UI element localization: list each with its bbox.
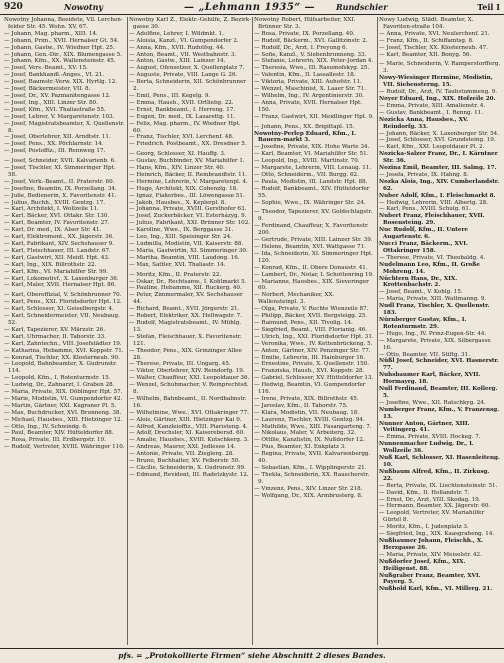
- directory-entry: — Paula, Modistin, III. Landstr. Hpt. 88.: [254, 178, 368, 185]
- directory-entry: Nowotny Robert, Hilfsarbeiter, XXI. Brünner Str. 3.: [254, 17, 356, 30]
- directory-entry: — Karl, Dr. med., IX. Alser Str. 41.: [4, 227, 102, 234]
- directory-entry: — Veronika, Wwe., IV. Kettenbrückeng. 5.: [254, 340, 373, 347]
- directory-entry: — Josef, Vers.-Beamt., XV. 15.: [4, 65, 88, 72]
- directory-entry: — Johanna, Private, XVIII. Gersthofer 63.: [129, 206, 247, 213]
- directory-entry: — Emil, Pens., III. Kegelg. 9.: [129, 92, 211, 99]
- directory-entry: — Amalie, Hausbes., XVIII. Kutschkerg. 3.: [129, 437, 249, 444]
- directory-entry: — Josef, Postoffiz., III. Rennweg 17.: [4, 148, 106, 155]
- directory-entry: — Karoline, Wwe., IX. Berggasse 31.: [129, 227, 234, 234]
- surname-heading-entry: Nußgraber Franz, Beamter, XVI. Payerg. 5.: [379, 572, 481, 586]
- directory-entry: — Josef, Zuckerbäcker, VI. Esterházyg. 9.: [129, 213, 247, 220]
- directory-entry: — Martin, Gärtner, XXI. Kagraner Pl. 5.: [4, 402, 117, 409]
- directory-entry: — Eugen, Dr. med., IX. Lazarettg. 11.: [129, 113, 236, 120]
- directory-entry: — Johann, Kfm., XX. Wallensteinstr. 45.: [4, 58, 116, 65]
- surname-heading-entry: Nußbaum Alfred, Kfm., II. Zirkusg. 22.: [379, 468, 490, 482]
- directory-entry: — Wenzel, Schuhmacher, V. Reinprechtsd. 8.: [129, 382, 249, 396]
- directory-entry: — Leopold, Bahnbeamter, X. Gudrunstr. 114.: [4, 361, 118, 375]
- surname-heading-entry: Nunnenmacher Ludwig, Dr., I. Wollzeile 36.: [379, 441, 474, 455]
- directory-entry: — Karl, Lokomotivf., X. Laxenburger 36.: [4, 275, 119, 282]
- directory-entry: — Leopold, Vertreter, XV. Mariahilfer Gürtel 8.: [379, 510, 485, 524]
- directory-entry: — Karl, Beamter, XII. Bonyg. 56.: [379, 51, 472, 58]
- directory-entry: — Josef, Beamt., V. Kohlg. 15.: [379, 289, 463, 296]
- directory-entry: — Gustav, Bankbeamt., I. Renng. 11.: [379, 109, 484, 116]
- surname-heading-entry: Numberger Franz, Kfm., V. Franzensg. 13.: [379, 406, 500, 420]
- directory-entry: — Siegfried, Beamt., VIII. Florianig. 46.: [254, 326, 367, 333]
- directory-entry: — Theresia, Wwe., III. Rasumofskyg. 25.: [254, 65, 370, 72]
- directory-entry: — Karl, Schlosser, XI. Geiselbergstr. 4.: [4, 306, 114, 313]
- directory-entry: — Julie, Bedienerin, X. Favoritenstr. 41.: [4, 192, 117, 199]
- directory-entry: — Karl, Kfm., XXI. Leopoldauer Pl. 2.: [379, 144, 485, 151]
- surname-heading-entry: Nozina Emil, Beamter, III. Salmg. 17.: [379, 165, 497, 172]
- directory-entry: — Therese, Private, VI. Theobaldg. 4.: [379, 254, 486, 261]
- directory-entry: — Berta, Schneiderin, XII. Schönbrunner 2.: [129, 79, 246, 93]
- directory-entry: — Gustav, Buchbinder, XV. Mariahilfer 1.: [129, 158, 245, 165]
- surname-heading-entry: Nowy-Wiesinger Hermine, Modistin, VII. Siebensterng. 15.: [379, 75, 493, 89]
- directory-entry: — Cäcilie, Schneiderin, X. Gudrunstr. 99.: [129, 465, 246, 471]
- directory-entry: — Raimund, Pens., XII. Tivolig. 14.: [254, 319, 353, 326]
- directory-entry: — Aloisia, Kanzl., VI. Gumpendorfer 2.: [129, 37, 239, 44]
- directory-entry: — Anna, Kfm., XVII. Rudolfsg. 44.: [129, 44, 225, 51]
- directory-entry: — Michael, Hausbes., XIII. Hietzinger 12.: [4, 416, 123, 423]
- directory-entry: — Rudolf, Dr., Arzt, IV. Taubstummeng. 9.: [379, 89, 498, 96]
- directory-entry: — Alois, Gärtner, XIII. Hietzinger Kai 9.: [129, 416, 242, 423]
- directory-entry: — Josefine, Private, XIX. Hohe Warte 34.: [254, 144, 370, 151]
- directory-entry: — Karl, Bäcker, XVI. Ottakr. Str. 130.: [4, 213, 110, 220]
- directory-entry: — Mathilde, Wwe., XIII. Fasangarteng. 7.: [254, 423, 372, 430]
- page-footer: pfs. = „Protokollierte Firmen“ siehe Abschnitt 2 dieses Bandes.: [0, 648, 504, 663]
- directory-entry: — Karl, Elektromont., XX. Jägerstr. 36.: [4, 234, 114, 241]
- directory-entry: — Margarete, Lehrerin, VIII. Lenaug. 11.: [254, 165, 372, 172]
- directory-entry: — Josef, Ing., XIII. Linzer Str. 80.: [4, 99, 98, 106]
- directory-entry: — Anton, Beamt., VII. Westbahnstr. 3.: [129, 51, 237, 58]
- directory-entry: — Hans, Kfm., XIV. Linzer Str. 40.: [129, 165, 225, 172]
- directory-entry: — Josef, Baumstr.-Verw. XIX. Hyrtlg. 12.: [4, 79, 118, 86]
- directory-entry: — Rudolf, Dr., Arzt, I. Freyung 6.: [254, 44, 348, 51]
- column-2: [129, 17, 251, 645]
- directory-entry: — Josef, Bankhandl.-Anges., VI. 21.: [4, 72, 105, 79]
- directory-entry: — Regina, Private, XVII. Kalvarienbergg. 40.: [254, 451, 371, 465]
- directory-entry: — Otto, Beamter, VII. Stiftg. 31.: [379, 351, 470, 358]
- surname-heading-entry: Null Ferdinand, Beamter, III. Kollerg. 5.: [379, 386, 498, 399]
- directory-entry: — Hugo, Architekt, XIX. Cobenzlg. 18.: [129, 185, 238, 192]
- directory-entry: — Johann, Gen.-Dir., XIX. Blumengasse 5.: [4, 51, 122, 58]
- directory-entry: — Max, Sattler, XVI. Thaliastr. 14.: [129, 261, 226, 268]
- directory-entry: — Johann, Bäcker, X. Laxenburger Str. 54.: [379, 130, 500, 137]
- directory-entry: — Wenzel, Maschinist, X. Laaer Str. 71.: [254, 86, 366, 93]
- directory-entry: — Viktor, Oberlehrer, XIV. Reindorfg. 19.: [129, 368, 245, 375]
- directory-entry: — Maria, Private, XIV. Meiselstr. 42.: [379, 551, 482, 558]
- directory-entry: — Ferdinand, Chauffeur, X. Favoritenstr. 200.: [254, 223, 369, 237]
- directory-entry: — Helene, Beamtin, XVI. Wattgasse 71.: [254, 244, 366, 250]
- directory-entry: — Max, Buchdrucker, XVI. Brunneng. 38.: [4, 409, 122, 416]
- directory-entry: — Anton, Gastw., XIII. Lainzer 14.: [129, 58, 226, 65]
- directory-entry: — Pauline, Hebamme, XII. Ruckerg. 40.: [129, 285, 242, 292]
- directory-entry: — Josef, Schneider, XVII. Kalvarienb. 6.: [4, 158, 117, 165]
- directory-entry: — Emma, Private, XIII. Amalienstr. 4.: [379, 102, 486, 109]
- directory-entry: — Karl, Maler, XVII. Hernalser Hpt. 86.: [4, 282, 117, 289]
- directory-entry: — Sophie, Wwe., IX. Währinger Str. 24.: [254, 199, 366, 206]
- surname-heading-entry: Nuber Adolf, Kfm., I. Fleischmarkt 8.: [379, 192, 496, 199]
- directory-entry: — Georg, Schlosser, XI. Hauffg. 3.: [129, 151, 226, 158]
- entry-columns: [0, 15, 504, 647]
- directory-entry: — Johann, Mag. pharm., XIII. 14.: [4, 30, 98, 37]
- directory-entry: — Josef, Dr., XV. Pazmanitengasse 12.: [4, 92, 111, 99]
- directory-entry: — Wilhelm, Bahnbeamt., II. Nordbahnstr. 16.: [129, 395, 247, 409]
- directory-entry: — Gabriel, Schlosser, XV. Hütteldorfer 13.: [254, 375, 374, 382]
- directory-entry: — Alfred, Kanzleioffiz., VIII. Piaristeng. 4.: [129, 423, 248, 430]
- page-number: 920: [4, 2, 23, 12]
- directory-entry: — Lambert, Dr., Notar, I. Schottenring 19.: [254, 271, 374, 278]
- directory-entry: — Wolfgang, Dr., XIX. Armbrusterg. 8.: [254, 492, 363, 499]
- directory-entry: — Johann, Gastw., IV. Wiedner Hpt. 25.: [4, 44, 115, 51]
- directory-entry: — Ida, Schneiderin, XI. Simmeringer Hpt. 120.: [254, 250, 374, 264]
- directory-entry: — Leopold, Ing., XVIII. Martinstr. 70.: [254, 158, 360, 165]
- running-head-left: Nowotny: [64, 2, 104, 12]
- directory-entry: — Josefa, Private, IX. Hahng. 8.: [379, 171, 469, 178]
- directory-entry: — Katharina, Hebamme, XVI. Koppstr. 71.: [4, 347, 124, 354]
- directory-entry: — Karl, Pens., XVIII. Schulg. 61.: [379, 206, 471, 213]
- directory-entry: — Ignaz, Fiakerbes., III. Löwengasse 51.: [129, 192, 245, 199]
- directory-entry: — Anton, Gärtner, XIV. Penzinger Str. 77.: [254, 347, 371, 354]
- surname-heading-entry: Nuhsbaumer Karl, Bäcker, XVII. Hormayrg. 18.: [379, 372, 481, 386]
- directory-entry: — Franz, Kfm., II. Schiffamtsg. 8.: [379, 37, 474, 44]
- directory-entry: — Jakob, Hausbes., X. Keplerpl. 8.: [129, 199, 227, 206]
- directory-entry: — Sofie, Kanzl., V. Siebenbrunneng. 33.: [254, 51, 367, 58]
- directory-entry: — Margarete, Private, XIX. Silbergasse 16.: [379, 337, 491, 351]
- directory-entry: — Julius, Buchh., XVIII. Gentzg. 17.: [4, 199, 106, 206]
- directory-entry: Nowy Ludwig, Städt. Beamter, X. Favoriten-straße 104.: [379, 17, 474, 30]
- directory-entry: — Karl, Kfm., VI. Mariahilfer Str. 99.: [4, 268, 109, 275]
- directory-entry: — Maria, Gastwirtin, XI. Simmeringer 30.: [129, 247, 248, 254]
- directory-entry: — Moritz, Kfm., I. Judenplatz 3.: [379, 524, 469, 531]
- surname-heading-entry: Nozicka Anna, Hausbes., XV. Reindorfg. 33.: [379, 116, 469, 130]
- directory-entry: — Franz, Gastwirt, XII. Meidlinger Hpt. 9.: [254, 113, 374, 120]
- directory-entry: — Hedwig, Lehrerin, VIII. Albertg. 28.: [379, 199, 488, 206]
- directory-title: — „Lehmann 1935“ —: [184, 2, 316, 13]
- directory-entry: — Rudolf, Bäckerm., XVI. Gallitzinstr. 2.: [254, 37, 368, 44]
- surname-heading-entry: Nucci Franz, Bäckerm., XVI. Ottakringer 158.: [379, 241, 468, 254]
- directory-entry: — Rosa, Private, IX. Porzellang. 40.: [254, 30, 355, 37]
- directory-entry: — Peter, Zimmermaler, XV. Sechshauser 44.: [129, 292, 243, 306]
- directory-entry: — Marie, Modistin, VI. Gumpendorfer 42.: [4, 395, 123, 402]
- directory-entry: — Auguste, Private, VIII. Lange G. 26.: [129, 72, 238, 79]
- directory-entry: — Karl, Beamter, IV. Favoritenstr. 27.: [4, 220, 110, 227]
- page-header: [0, 0, 504, 15]
- directory-entry: — Siegfried, Ing., XIX. Kaasgrabeng. 14.: [379, 531, 495, 538]
- directory-entry: — Josef, Pens., XX. Pöchlarnstr. 14.: [4, 141, 104, 148]
- directory-entry: — Wilhelm, Ing., IV. Argentinierstr. 30.: [254, 92, 364, 99]
- directory-entry: — Franziska, Haush., XVI. Koppstr. 28.: [254, 368, 365, 375]
- directory-entry: — Stefan, Fleischhauer, X. Favoritenstr. 121.: [129, 333, 242, 347]
- directory-entry: — Adolfine, Lehrer, I. Wildmkt. 1.: [129, 30, 224, 37]
- directory-entry: — Heinrich, Bäcker, II. Rembrandtstr. 11.: [129, 171, 248, 178]
- directory-entry: — Johann, Pens., XX. Brigittapl. 15.: [254, 123, 355, 130]
- directory-entry: — Richard, Beamt., XVII. Jörgerstr. 21.: [129, 306, 240, 313]
- directory-entry: — Otto, Schneiderm., VII. Burgg. 62.: [254, 171, 359, 178]
- directory-entry: — Felix, Mag. pharm., IV. Wiedner Hpt. 60.: [129, 120, 241, 134]
- directory-entry: — Irene, Private, XIX. Billrothstr. 45.: [254, 395, 359, 402]
- directory-entry: — Josef, Verk.-Beamt., II. Praterstr. 60.: [4, 178, 115, 185]
- directory-entry: — Theodor, Pens., XIX. Grinzinger Allee 28.: [129, 347, 242, 361]
- directory-entry: — Hugo, Ing., IV. Prinz-Eugen-Str. 44.: [379, 330, 487, 337]
- directory-entry: — Rudolf, Magistratsbeamt., IV. Mühlg. 13.: [129, 319, 242, 333]
- directory-entry: — Vinzenz, Pens., XIV. Linzer Str. 218.: [254, 485, 363, 492]
- column-4: [379, 17, 501, 645]
- directory-entry: — Ernst, Bankbeamt., I. Herreng. 17.: [129, 106, 236, 113]
- surname-heading-entry: Nußbaumer Johann, Fleischh., X. Herzgasse 26.: [379, 537, 484, 551]
- directory-entry: — Karl, Pens., XXI. Floridsdorfer Hpt. 12.: [4, 299, 122, 306]
- surname-heading-entry: Nubert Franz, Fleischhauer, XVII. Rosensteing. 29.: [379, 213, 485, 227]
- directory-entry: — Gertrude, Private, XIII. Lainzer Str. 39.: [254, 237, 373, 244]
- directory-entry: — Paul, Beamter, XIV. Hütteldorfer 88.: [4, 430, 114, 437]
- directory-entry: — Karl, Uhrmacher, II. Taborstr. 33.: [4, 333, 107, 340]
- directory-entry: — Leopold, Kfm., I. Rotenturmstr. 15.: [4, 375, 111, 382]
- column-divider: [252, 17, 253, 645]
- directory-entry: — Thekla, Schneiderin, XX. Rauscherstr. 9.: [254, 471, 370, 485]
- directory-entry: — Stefanie, Lehrerin, XIX. Peter-Jordan 4.: [254, 58, 374, 65]
- directory-entry: — Emma, Haush., XVII. Ortliebg. 22.: [129, 99, 234, 106]
- directory-entry: — Josef, Tischler, XX. Klosterneub. 47.: [379, 44, 488, 51]
- directory-entry: — Leo, Ing., XIII. Speisinger Str. 24.: [129, 234, 232, 241]
- surname-heading-entry: Nuß Karl, Schlosser, XI. Hasenleiteng. 10.: [379, 455, 500, 468]
- directory-entry: — Josef, Magistratsbeamter, X. Quellenstr. 8.: [4, 120, 125, 134]
- part-label: Teil I: [477, 2, 500, 12]
- surname-heading-entry: Nozicka-Salzer Franz, Dr., I. Kärntner Str. 36.: [379, 151, 498, 165]
- surname-heading-entry: Nunner Anton, Gärtner, XIII. Veitingerg. 41.: [379, 420, 470, 434]
- directory-entry: — Karl, Tapezierer, XV. Märzstr. 26.: [4, 326, 105, 333]
- directory-entry: — Ulrich, Ing., XXI. Floridsdorfer Hpt. 31.: [254, 333, 374, 340]
- directory-entry: — Oskar, Dr., Rechtsanw., I. Kohlmarkt 5.: [129, 278, 247, 285]
- directory-entry: — Karl, Architekt, I. Wollzeile 11.: [4, 206, 99, 213]
- directory-entry: Nowotny Johanna, Beeidete, Vll. Lerchen-felder Str. 45. Wohn. XV, 67.: [4, 17, 123, 30]
- directory-entry: — Robert, Elektriker, XX. Hellwagstr. 7.: [129, 313, 242, 320]
- surname-heading-entry: Nürnberger Gustav, Kfm., I. Rotenturmstr. 29.: [379, 316, 467, 330]
- directory-entry: — Karl, Schneidermeister, VII. Neubaug. 52.: [4, 313, 120, 326]
- directory-entry: — Pius, Beamter, XI. Enkplatz 3.: [254, 444, 347, 451]
- directory-entry: — Emma, Private, XVIII. Hockeg. 7.: [379, 434, 481, 441]
- directory-entry: — Klara, Modistin, VII. Neubaug. 18.: [254, 409, 360, 416]
- surname-heading-entry: Nußhold Karl, Kfm., VI. Millerg. 21.: [379, 586, 493, 593]
- directory-entry: — Josef, Tischler, XI. Simmeringer Hpt. 58.: [4, 165, 116, 178]
- directory-entry: — Norbert, Mechaniker, XX. Wallensteinpl. 3.: [254, 292, 335, 306]
- directory-entry: — Konrad, Kfm., II. Obere Donaustr. 41.: [254, 264, 368, 271]
- directory-entry: — Adolf, Drechsler, XI. Kaiserebersd. 60.: [129, 430, 246, 437]
- directory-entry: — Antonie, Private, VII. Zieglerg. 28.: [129, 451, 235, 458]
- directory-entry: — Hermann, Beamter, XX. Jägerstr. 60.: [379, 503, 491, 510]
- directory-entry: — Moritz, Kfm., II. Praterstr. 22.: [129, 271, 222, 278]
- directory-entry: — Sebastian, Kfm., I. Wipplingerstr. 21.: [254, 465, 367, 471]
- directory-entry: — Karl, Fabrikant, XIV. Sechshauser 9.: [4, 241, 114, 247]
- directory-entry: — Ludmilla, Modistin, VII. Kaiserstr. 88.: [129, 241, 244, 247]
- directory-entry: — Bruno, Buchhalter, XV. Felberstr. 50.: [129, 458, 241, 465]
- directory-entry: — Karl, Fleischhauer, III. Landstr. 67.: [4, 247, 111, 254]
- directory-entry: — Josefine, Beamtin, IX. Porzellang. 34.: [4, 185, 117, 192]
- surname-heading-entry: Nüchtern Hans, Dr., XIX. Krottenbachstr. 2.: [379, 275, 458, 289]
- directory-entry: — August, Ofensetzer, X. Quellenplatz 7.: [129, 65, 245, 72]
- directory-entry: — Emilie, Lehrerin, III. Hainburger 16.: [254, 354, 366, 361]
- directory-entry: — Rudolf, Vertreter, XVIII. Währinger 110.: [4, 444, 125, 451]
- surname-heading-entry: Nuc Rudolf, Kfm., II. Untere Augartenstr. 6.: [379, 227, 468, 241]
- directory-entry: — Viktoria, Private, XIII. Auhofstr. 11.: [254, 79, 362, 86]
- surname-heading-entry: Nüßl Josef, Schneider, XVI. Hasnerstr. 77.: [379, 358, 499, 372]
- directory-entry: — Marianne, Hausbes., XIX. Sieveringer 60.: [254, 278, 369, 292]
- column-1: [4, 17, 126, 645]
- directory-entry: — Otto, Ing., IV. Schwindg. 6.: [4, 423, 88, 430]
- directory-entry: — Hermine, Lehrerin, V. Margaretenpl. 4.: [129, 178, 248, 185]
- directory-entry: — Maria, Private, XIII. Wattmanng. 9.: [379, 296, 487, 303]
- directory-entry: — Hedwig, Beamtin, VI. Gumpendorfer 116.: [254, 382, 366, 396]
- directory-entry: — Johann, Prim., XVII. Hernalser Gt. 54.: [4, 37, 119, 44]
- directory-entry: — Rosa, Private, III. Erdbergstr. 19.: [4, 437, 106, 444]
- surname-heading-entry: Nudl Franz, Tischler, X. Quellenstr. 183.: [379, 303, 490, 317]
- directory-entry: — Anna, Private, XVI. Neulerchenf. 21.: [379, 30, 490, 37]
- directory-entry: — Martha, Beamtin, VIII. Laudong. 16.: [129, 254, 240, 261]
- column-divider: [127, 17, 128, 645]
- directory-entry: — Laurenz, Tischler, XVIII. Gentzg. 94.: [254, 416, 365, 423]
- directory-entry: — Ludwig, Dr., Zahnarzt, I. Graben 28.: [4, 382, 115, 389]
- directory-entry: — Jaroslav, Kfm., II. Taborstr. 75.: [254, 402, 348, 409]
- directory-entry: — Theodor, Tapezierer, XV. Goldschlagstr. 9.: [254, 209, 373, 223]
- running-head-right: Rundschier: [336, 2, 388, 12]
- directory-entry: — Josef, Oberlehrer, XII. Arndtstr. 11.: [4, 134, 111, 141]
- directory-entry: — Karl, Zahntechn., VIII. Josefstädter 19.: [4, 340, 122, 347]
- directory-entry: — Ernestine, Private, X. Quellenstr. 150.: [254, 361, 369, 368]
- directory-entry: Nowotny Karl Z., Elektr.-Gehilfe, Z. Bezirk-gasse 30.: [129, 17, 251, 30]
- directory-entry: — Josef, Bäckermeister, VII. 8.: [4, 86, 91, 93]
- directory-entry: — Maria, Private, XIX. Döblinger Hpt. 57.: [4, 389, 123, 396]
- directory-entry: — Karl, Ing., XIX. Billrothstr. 22.: [4, 261, 97, 268]
- directory-entry: — Josef, Kfm., XVI. Thaliastraße 55.: [4, 106, 106, 113]
- directory-entry: — Friedrich, Postbeamt., XX. Dresdner 5.: [129, 141, 247, 148]
- directory-entry: — Andreas, Maurer, XXI. Jedlesee 14.: [129, 444, 236, 451]
- surname-heading-entry: Noyer Eduard, Ing., XIX. Hofzeile 20.: [379, 95, 496, 102]
- directory-entry: — Franz, Tischler, XVI. Lerchenf. 48.: [129, 134, 234, 141]
- directory-entry: — Philipp, Bäcker, XVII. Bergsteigg. 25.: [254, 313, 368, 320]
- surname-heading-entry: Nowotny-Perlep Eduard, Kfm., I. Bauern-markt 3.: [254, 130, 356, 144]
- directory-entry: — Karl, Oberoffizial, V. Schönbrunner 70.: [4, 292, 122, 299]
- directory-entry: — Karl, Beamter, VI. Mariahilfer Str. 51.: [254, 151, 369, 158]
- directory-entry: — Marie, Schneiderin, V. Ramperstorfferg. 3.: [379, 61, 501, 75]
- surname-heading-entry: Nozka Alois, Ing., XIV. Cumberlandstr. 62.: [379, 178, 500, 192]
- directory-entry: — Berta, Private, IX. Liechtensteinstr. 51.: [379, 482, 498, 489]
- surname-heading-entry: Nußdorfer Josef, Kfm., XIX. Heiligenst. 88.: [379, 558, 466, 572]
- directory-entry: — Josefine, Wwe., XII. Ratschkyg. 24.: [379, 399, 486, 406]
- directory-entry: — Josef, Lehrer, V. Margaretenstr. 103.: [4, 113, 115, 120]
- directory-entry: — Josef, Schlosser, XVI. Grundsteing. 19.: [379, 137, 496, 144]
- directory-entry: — Karl, Gastwirt, XII. Meidl. Hpt. 43.: [4, 254, 110, 261]
- directory-entry: — Nikolaus, Maler, V. Arbeiterg. 32.: [254, 430, 357, 437]
- directory-entry: — Valentin, Kfm., II. Lassallestr. 18.: [254, 72, 356, 79]
- directory-entry: — Therese, Private, III. Ungarg. 45.: [129, 361, 231, 368]
- directory-entry: — David, Kfm., II. Hollandstr. 7.: [379, 489, 470, 496]
- directory-entry: — Olga, Private, V. Rechte Wienzeile 87.: [254, 306, 369, 313]
- surname-heading-entry: Nudelmann Leo, Kfm., II. Große Mohreng. 14.: [379, 261, 480, 275]
- directory-entry: — Julius, Fabrikant, XXI. Brünner Str. 102.: [129, 220, 251, 227]
- directory-entry: — Rudolf, Bankbeamt., XIV. Hütteldorfer 55.: [254, 185, 370, 199]
- directory-entry: — Konrad, Tischler, XX. Klosterneub. 90.: [4, 354, 120, 361]
- directory-entry: — Wilhelmine, Wwe., XVI. Ottakringer 77.: [129, 409, 249, 416]
- column-divider: [377, 17, 378, 645]
- directory-entry: — Walter, Chauffeur, XXI. Leopoldauer 36.: [129, 375, 250, 382]
- directory-entry: — Edmund, Revident, III. Radetzkystr. 12.: [129, 471, 249, 478]
- directory-entry: — Anna, Private, XVII. Hernalser Hpt. 150.: [254, 99, 363, 113]
- directory-entry: — Ernst, Dr., Arzt, VIII. Skodag. 19.: [379, 496, 481, 503]
- directory-entry: — Ottilie, Kanzlistin, IX. Nußdorfer 12.: [254, 437, 365, 444]
- column-3: [254, 17, 376, 645]
